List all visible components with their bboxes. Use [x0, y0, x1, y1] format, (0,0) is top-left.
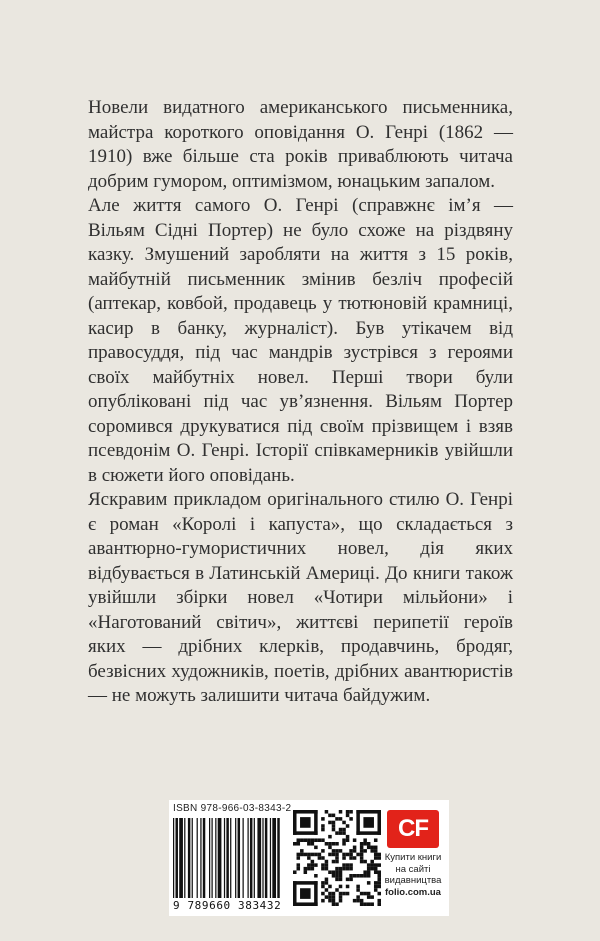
- buy-online-text: [381, 852, 445, 898]
- barcode-digits: 9 789660 383432: [173, 899, 282, 912]
- buy-line-2: на сайті: [395, 863, 431, 875]
- annotation-paragraph-1: Новели видатного американського письменника, майстра короткого оповідання О. Генрі (1862 — 1910) вже більше ста років приваблюють читача добрим гумором, оптимізмом, юнацьким запалом.: [88, 97, 513, 192]
- annotation-text: [88, 96, 513, 709]
- isbn-label: ISBN 978-966-03-8343-2: [173, 803, 292, 814]
- qr-code[interactable]: [293, 810, 381, 906]
- annotation-paragraph-3: Яскравим прикладом оригінального стилю О. Генрі є роман «Королі і капуста», що складається з авантюрно-гумористичних новел, дія яких відбувається в Латинській Америці. До книги також увійшли збірки новел «Чотири мільйони» і «Наготований світич», життєві перипетії героїв яких — дрібних клерків, продавчинь, бродяг, безвісних художників, поетів, дрібних авантюристів — не можуть залишити читача байдужим.: [88, 489, 513, 706]
- publisher-site-link[interactable]: folio.com.ua: [385, 886, 441, 898]
- barcode: [173, 818, 281, 898]
- publisher-info-box: [169, 800, 449, 916]
- publisher-logo: [387, 810, 439, 848]
- annotation-paragraph-2: Але життя самого О. Генрі (справжнє ім’я — Вільям Сідні Портер) не було схоже на різдвяну казку. Змушений заробляти на життя з 15 років, майбутній письменник змінив безліч професій (аптекар, ковбой, продавець у тютюновій крамниці, касир в банку, журналіст). Був утікачем від правосуддя, під час мандрів зустрівся з героями своїх майбутніх новел. Перші твори були опубліковані під час ув’язнення. Вільям Портер соромився друкуватися під своїм прізвищем і взяв псевдонім О. Генрі. Історії співкамерників увійшли в сюжети його оповідань.: [88, 195, 513, 486]
- buy-line-3: видавництва: [384, 875, 442, 886]
- publisher-logo-text: CF: [398, 815, 428, 842]
- buy-line-1: Купити книги: [384, 852, 442, 863]
